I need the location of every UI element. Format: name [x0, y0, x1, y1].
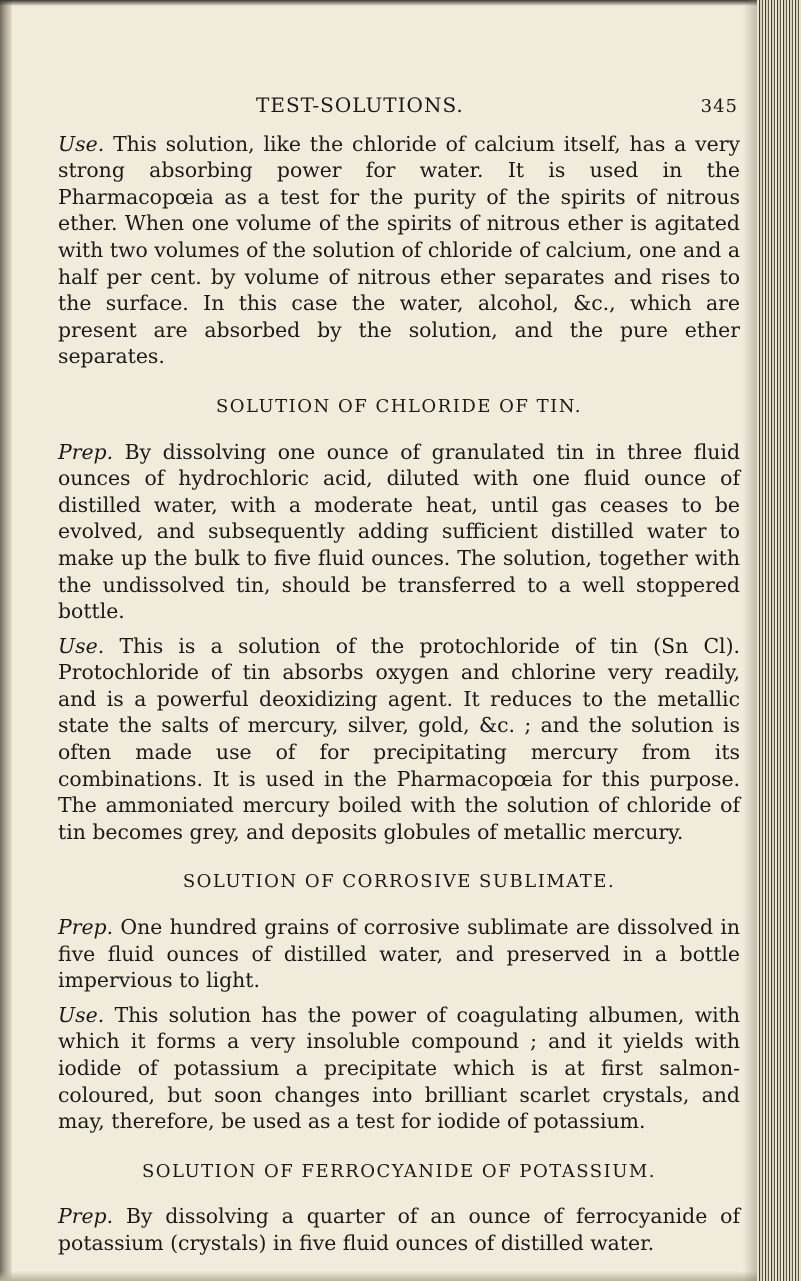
running-head [58, 92, 740, 121]
corrosive-use-paragraph [58, 1002, 740, 1135]
page-number: 345 [700, 96, 738, 117]
page-top-edge [0, 0, 801, 6]
page-gutter-shadow [0, 0, 12, 1281]
use-label: Use. [58, 633, 105, 658]
prep-text: One hundred grains of corrosive sublimate are dissolved in five fluid ounces of distilled water, and preserved in a bottle impervious to light. [58, 915, 740, 993]
tin-prep-paragraph [58, 439, 740, 625]
prep-label: Prep. [58, 439, 114, 464]
page-bottom-edge [0, 1271, 801, 1281]
use-text: This is a solution of the protochloride of tin (Sn Cl). Protochloride of tin absorbs oxygen and chlorine very readily, and is a powerful deoxidizing agent. It reduces to the metallic state the salts of mercury, silver, gold, &c. ; and the solution is often made use of for precipitating mercury from its combinations. It is used in the Pharmacopœia for this purpose. The ammoniated mercury boiled with the solution of chloride of tin becomes grey, and deposits globules of metallic mercury. [58, 633, 741, 844]
section-heading-ferrocyanide: SOLUTION OF FERROCYANIDE OF POTASSIUM. [141, 1160, 657, 1182]
tin-use-paragraph [58, 633, 740, 846]
book-spine-edge [757, 0, 801, 1281]
use-label: Use. [58, 131, 105, 156]
prep-label: Prep. [58, 915, 114, 940]
ferrocyanide-prep-paragraph [58, 1203, 740, 1256]
section-heading-chloride-of-tin: SOLUTION OF CHLORIDE OF TIN. [215, 395, 583, 417]
spine-shadow [743, 0, 757, 1281]
use-label: Use. [58, 1002, 105, 1027]
prep-text: By dissolving one ounce of granulated tin in three fluid ounces of hydrochloric acid, diluted with one fluid ounce of distilled water, with a moderate heat, until gas ceases to be evolved, and subsequently adding sufficient distilled water to make up the bulk to five fluid ounces. The solution, together with the undissolved tin, should be transferred to a well stoppered bottle. [58, 439, 740, 624]
use-text: This solution, like the chloride of calcium itself, has a very strong absorbing power for water. It is used in the Pharmacopœia as a test for the purity of the spirits of nitrous ether. When one volume of the spirits of nitrous ether is agitated with two volumes of the solution of chloride of calcium, one and a half per cent. by volume of nitrous ether separates and rises to the surface. In this case the water, alcohol, &c., which are present are absorbed by the solution, and the pure ether separates. [58, 131, 741, 369]
prep-label: Prep. [58, 1204, 114, 1229]
use-text: This solution has the power of coagulating albumen, with which it forms a very insoluble compound ; and it yields with iodide of potassium a precipitate which is at first salmon-coloured, but soon changes into brilliant scarlet crystals, and may, therefore, be used as a test for iodide of potassium. [58, 1002, 740, 1134]
running-title: TEST-SOLUTIONS. [256, 93, 464, 117]
section-heading-corrosive-sublimate: SOLUTION OF CORROSIVE SUBLIMATE. [182, 871, 616, 893]
page-text [58, 92, 740, 1257]
intro-use-paragraph [58, 131, 740, 370]
corrosive-prep-paragraph [58, 914, 740, 994]
prep-text: By dissolving a quarter of an ounce of ferrocyanide of potassium (crystals) in five fluid ounces of distilled water. [58, 1204, 740, 1255]
